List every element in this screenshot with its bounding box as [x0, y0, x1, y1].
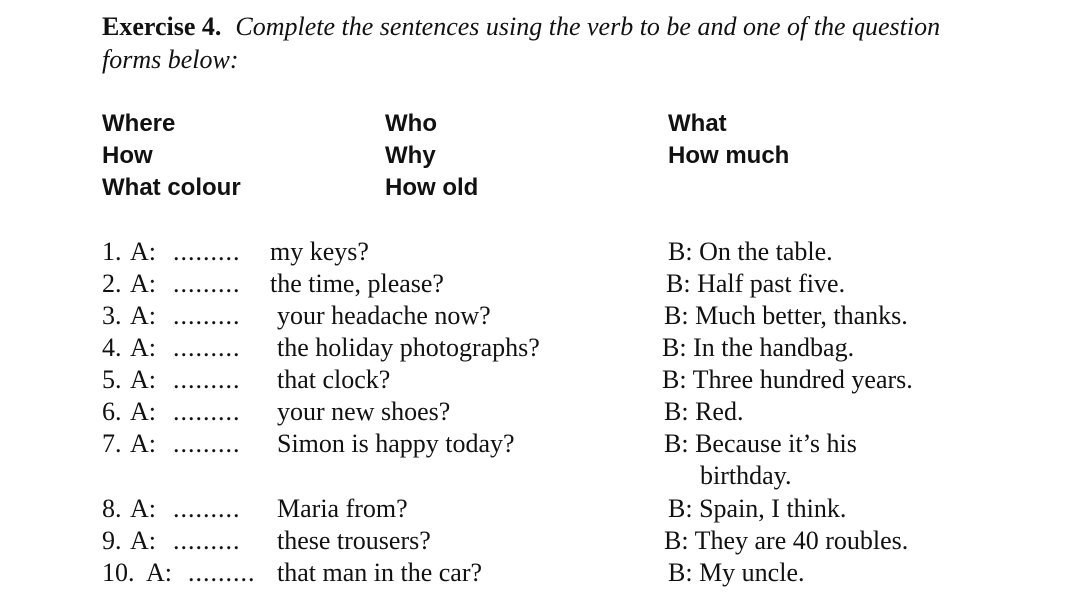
question-word: What [668, 110, 727, 137]
item-number: 3. [102, 301, 122, 330]
exercise-item [0, 364, 1080, 396]
response-b: B: Spain, I think. [668, 494, 847, 523]
speaker-a: A: [130, 333, 156, 362]
exercise-item [0, 525, 1080, 557]
speaker-a: A: [130, 301, 156, 330]
response-b: B: My uncle. [668, 558, 805, 587]
speaker-a: A: [130, 365, 156, 394]
exercise-instruction: Complete the sentences using the verb to be and one of the question forms below: [102, 12, 941, 74]
question-word: What colour [102, 174, 241, 201]
question-text: the time, please? [270, 269, 444, 298]
question-text: the holiday photographs? [277, 333, 540, 362]
question-word: Where [102, 110, 176, 137]
item-number: 7. [102, 429, 122, 458]
question-word: Who [385, 110, 437, 137]
response-b: B: Because it’s his [664, 429, 857, 458]
speaker-a: A: [130, 237, 156, 266]
response-b: B: Red. [664, 397, 744, 426]
exercise-heading [102, 10, 1002, 76]
item-number: 2. [102, 269, 122, 298]
answer-blank: ......... [173, 237, 241, 266]
exercise-label: Exercise 4. [102, 12, 222, 41]
speaker-a: A: [130, 269, 156, 298]
item-number: 9. [102, 526, 122, 555]
exercise-item [0, 557, 1080, 589]
question-text: my keys? [270, 237, 369, 266]
item-number: 8. [102, 494, 122, 523]
item-number: 5. [102, 365, 122, 394]
question-word: How much [668, 142, 790, 169]
question-text: that clock? [277, 365, 391, 394]
item-number: 1. [102, 237, 122, 266]
answer-blank: ......... [173, 333, 241, 362]
question-text: Maria from? [277, 494, 408, 523]
speaker-a: A: [130, 494, 156, 523]
question-text: these trousers? [277, 526, 431, 555]
response-b: B: Much better, thanks. [664, 301, 908, 330]
answer-blank: ......... [173, 494, 241, 523]
exercise-item [0, 428, 1080, 460]
speaker-a: A: [146, 558, 172, 587]
response-b: B: In the handbag. [662, 333, 855, 362]
response-b-continuation: birthday. [700, 461, 792, 490]
response-b: B: On the table. [668, 237, 833, 266]
answer-blank: ......... [173, 269, 241, 298]
question-word: How [102, 142, 153, 169]
response-b: B: They are 40 roubles. [664, 526, 909, 555]
answer-blank: ......... [173, 365, 241, 394]
response-b: B: Three hundred years. [662, 365, 913, 394]
question-text: that man in the car? [277, 558, 483, 587]
exercise-item [0, 300, 1080, 332]
question-text: Simon is happy today? [277, 429, 515, 458]
answer-blank: ......... [173, 429, 241, 458]
item-number: 6. [102, 397, 122, 426]
item-number: 4. [102, 333, 122, 362]
answer-blank: ......... [173, 526, 241, 555]
answer-blank: ......... [188, 558, 256, 587]
exercise-item [0, 268, 1080, 300]
response-b: B: Half past five. [666, 269, 846, 298]
question-text: your new shoes? [277, 397, 451, 426]
exercise-item [0, 493, 1080, 525]
speaker-a: A: [130, 526, 156, 555]
question-word: Why [385, 142, 436, 169]
exercise-item [0, 332, 1080, 364]
answer-blank: ......... [173, 397, 241, 426]
speaker-a: A: [130, 429, 156, 458]
question-text: your headache now? [277, 301, 491, 330]
answer-blank: ......... [173, 301, 241, 330]
question-word: How old [385, 174, 479, 201]
speaker-a: A: [130, 397, 156, 426]
item-number: 10. [102, 558, 135, 587]
exercise-item [0, 396, 1080, 428]
exercise-item [0, 236, 1080, 268]
